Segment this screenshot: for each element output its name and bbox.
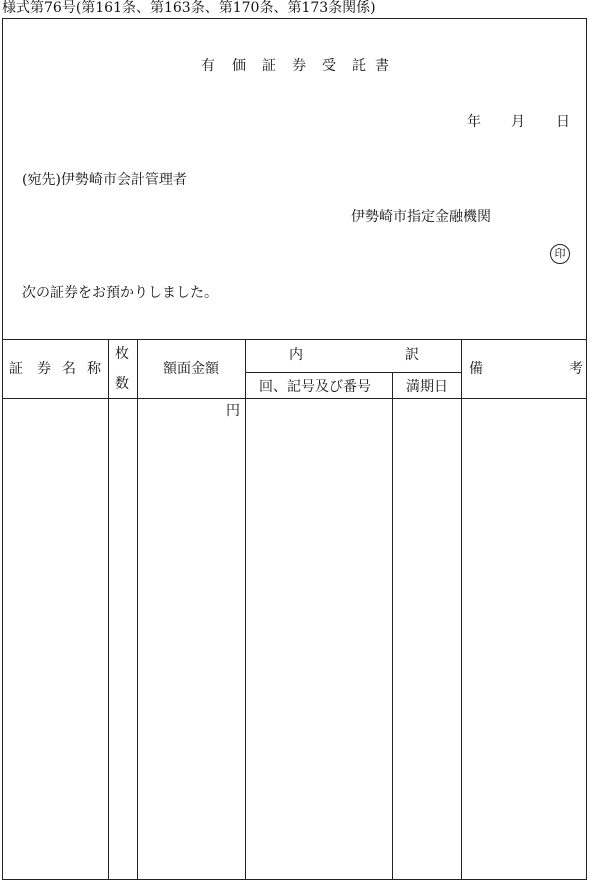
header-remarks-char: 備 — [469, 361, 483, 377]
form-number-caption: 様式第76号(第161条、第163条、第170条、第173条関係) — [2, 0, 376, 16]
date-day-label: 日 — [556, 114, 570, 130]
table-header-bottom-border — [2, 398, 587, 399]
column-divider — [245, 339, 246, 880]
date-year-label: 年 — [467, 114, 481, 130]
header-security-name-char: 名 — [62, 361, 76, 377]
breakdown-sub-divider — [245, 372, 461, 373]
table-top-border — [2, 339, 587, 340]
title-char: 券 — [292, 58, 306, 74]
header-count-char: 数 — [115, 376, 129, 392]
form-frame — [2, 18, 587, 880]
header-maturity-date: 満期日 — [406, 379, 448, 395]
title-char: 託 — [352, 58, 366, 74]
yen-unit-label: 円 — [226, 403, 240, 419]
seal-stamp: 印 — [550, 244, 570, 264]
addressee: (宛先)伊勢崎市会計管理者 — [22, 172, 187, 188]
header-count-char: 枚 — [115, 346, 129, 362]
header-remarks-char: 考 — [569, 361, 583, 377]
issuer-name: 伊勢崎市指定金融機関 — [351, 209, 491, 225]
header-serial-number: 回、記号及び番号 — [259, 379, 371, 395]
header-security-name-char: 称 — [87, 361, 101, 377]
title-char: 価 — [232, 58, 246, 74]
header-security-name-char: 券 — [37, 361, 51, 377]
header-security-name-char: 証 — [9, 361, 23, 377]
date-month-label: 月 — [511, 114, 525, 130]
header-breakdown-char: 内 — [289, 347, 303, 363]
column-divider — [392, 372, 393, 880]
title-char: 有 — [201, 58, 215, 74]
title-char: 受 — [322, 58, 336, 74]
receipt-message: 次の証券をお預かりしました。 — [22, 285, 218, 301]
header-breakdown-char: 訳 — [405, 347, 419, 363]
header-face-value: 額面金額 — [163, 361, 219, 377]
column-divider — [461, 339, 462, 880]
title-char: 証 — [262, 58, 276, 74]
title-char: 書 — [375, 58, 389, 74]
column-divider — [137, 339, 138, 880]
column-divider — [108, 339, 109, 880]
